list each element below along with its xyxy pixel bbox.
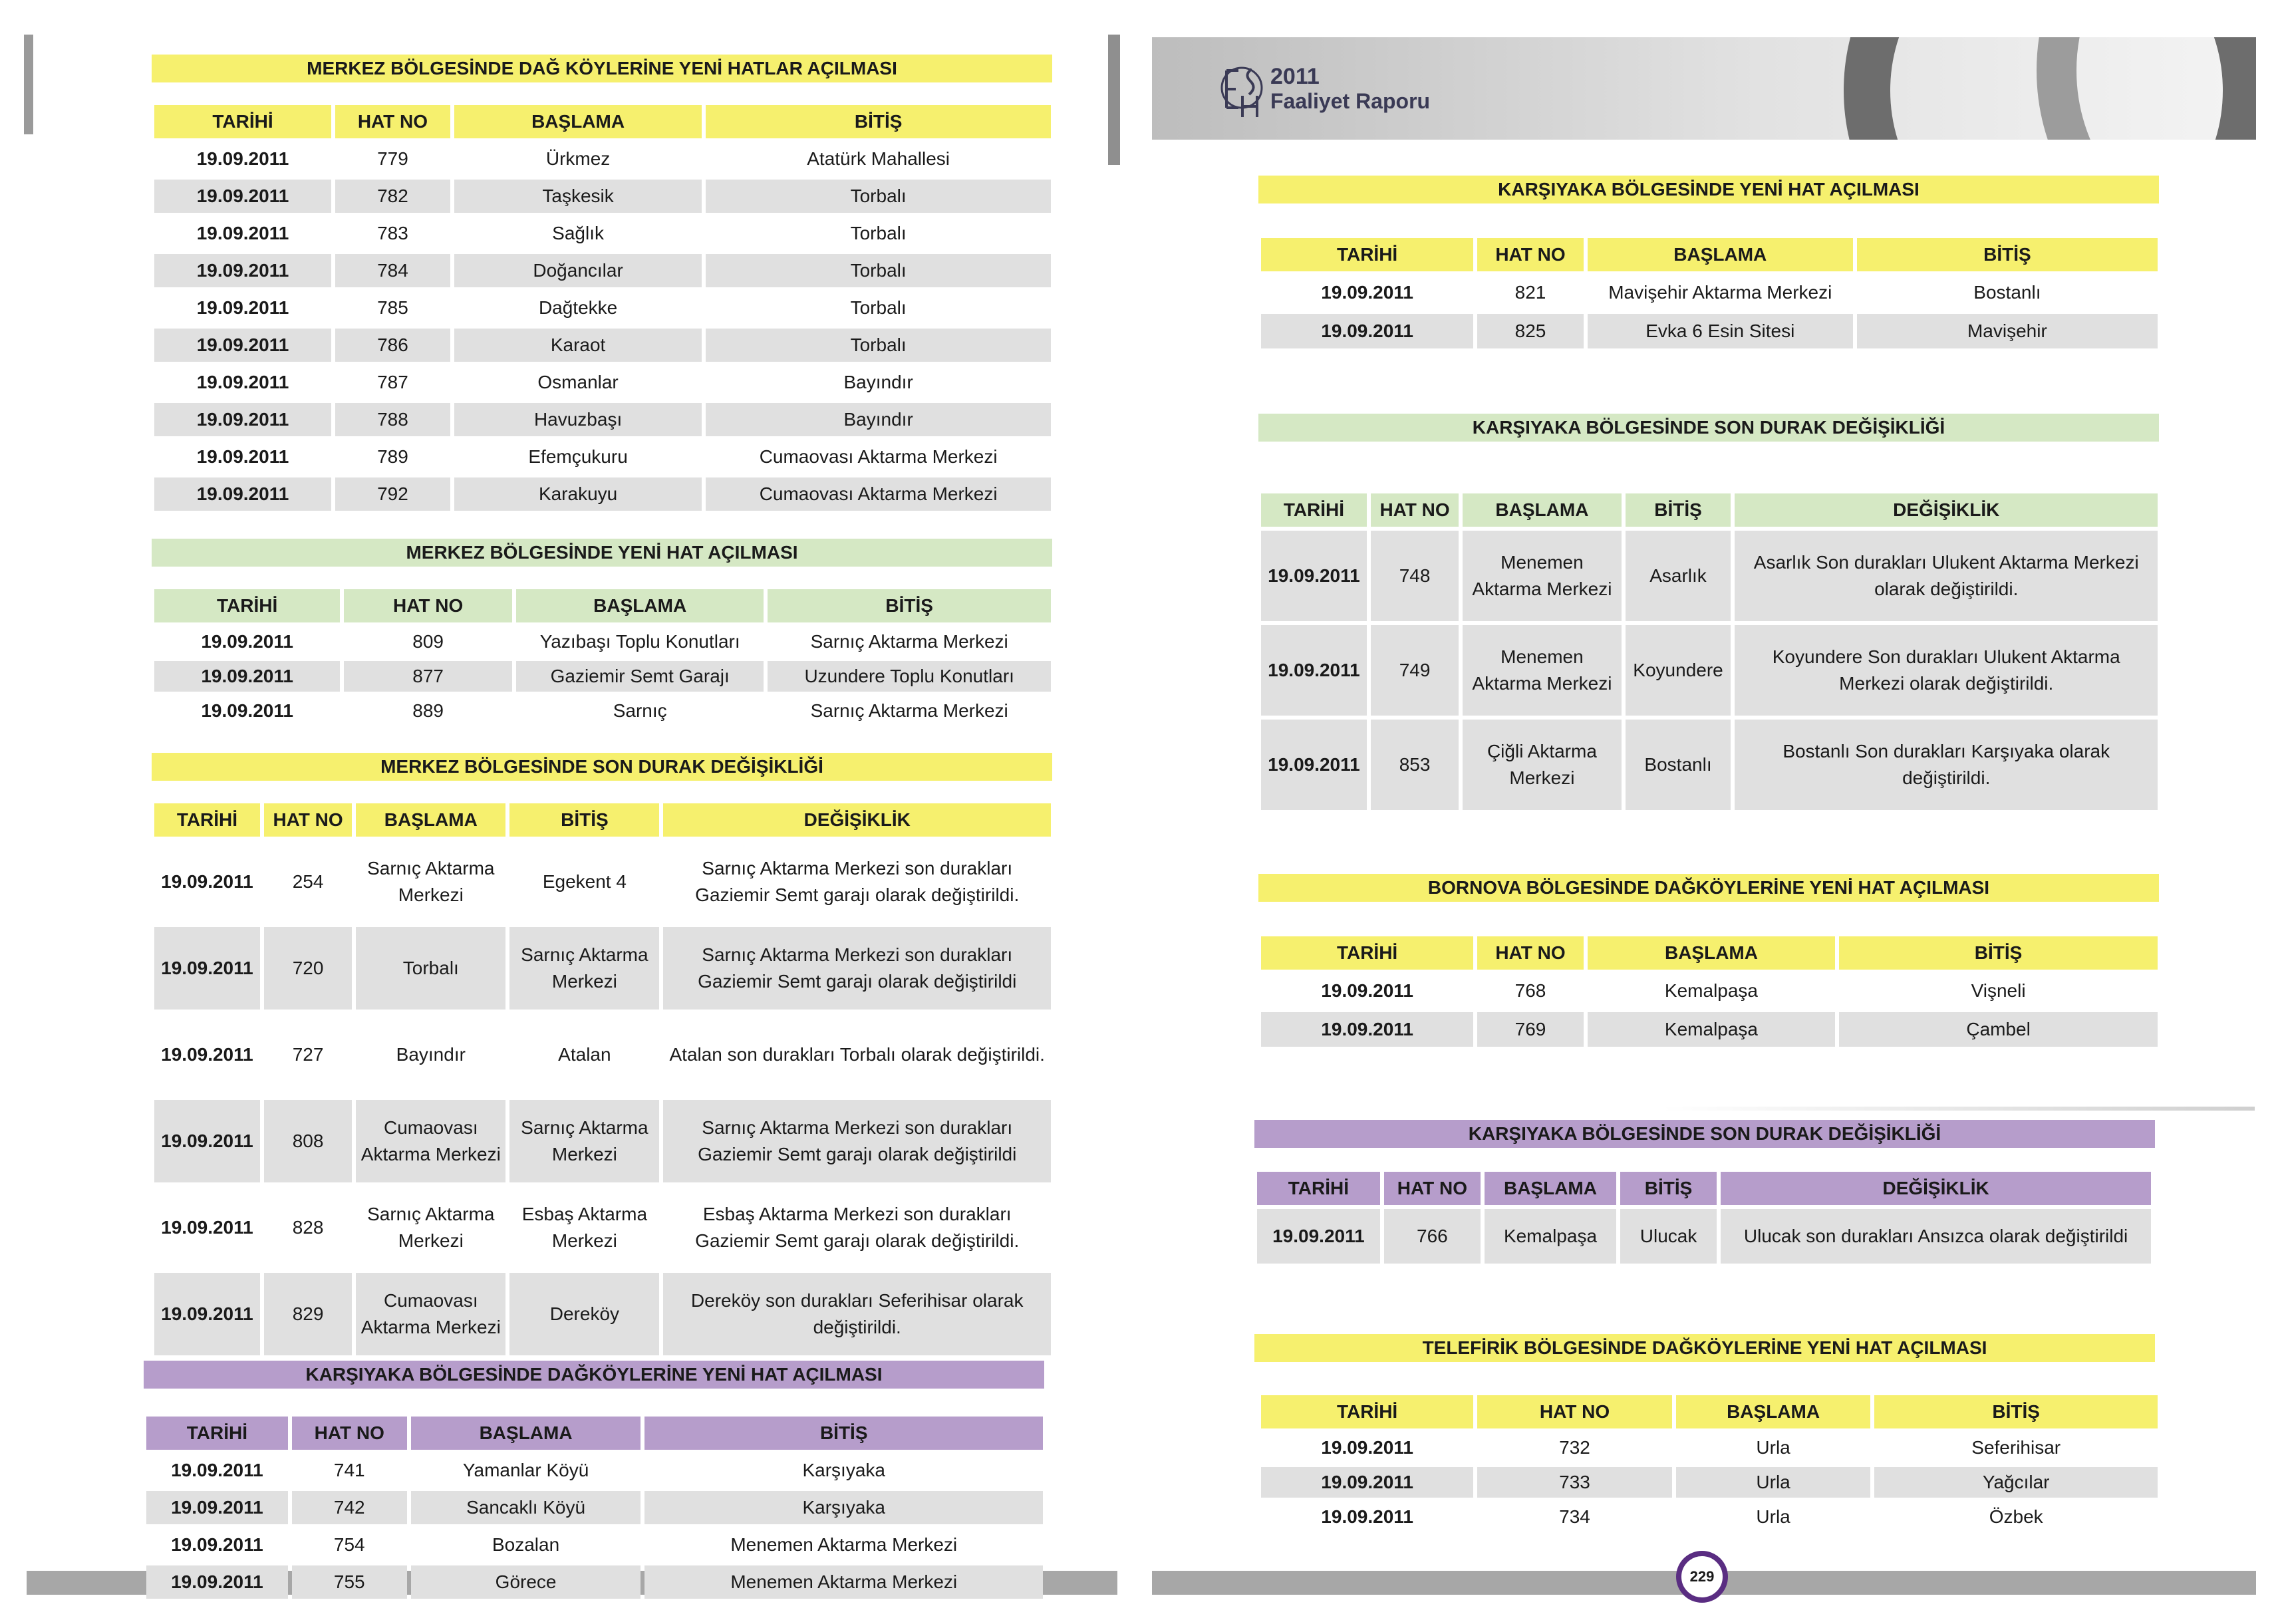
table-cell: Atalan son durakları Torbalı olarak değiştirildi.: [663, 1014, 1051, 1096]
table-row: [146, 1528, 1043, 1561]
column-header: TARİHİ: [154, 803, 260, 837]
table-cell: Sağlık: [454, 217, 702, 250]
table-row: [154, 1186, 1051, 1269]
left-page-edge-bar: [24, 35, 33, 134]
table-cell: 782: [335, 180, 450, 213]
column-header: BİTİŞ: [1874, 1395, 2158, 1428]
report-name: Faaliyet Raporu: [1270, 89, 1431, 113]
column-header: BAŞLAMA: [1485, 1172, 1616, 1205]
table-cell: 877: [344, 661, 512, 692]
table-cell: Karşıyaka: [644, 1454, 1043, 1487]
table-cell: Sarnıç Aktarma Merkezi son durakları Gaziemir Semt garajı olarak değiştirildi: [663, 927, 1051, 1010]
table-cell: Atatürk Mahallesi: [706, 142, 1051, 176]
table-cell: Sancaklı Köyü: [411, 1491, 641, 1524]
column-header: BİTİŞ: [1620, 1172, 1717, 1205]
table-cell: Bostanlı: [1857, 275, 2158, 310]
table-cell: 19.09.2011: [146, 1565, 288, 1599]
table-cell: 254: [264, 841, 352, 923]
table-cell: Menemen Aktarma Merkezi: [1463, 625, 1621, 716]
table-cell: Dağtekke: [454, 291, 702, 325]
table-cell: 19.09.2011: [146, 1491, 288, 1524]
merkez-yeni-table: [150, 585, 1055, 730]
table-cell: Vişneli: [1839, 974, 2158, 1008]
karsiyaka-yeni-table: [1257, 234, 2162, 352]
table-cell: Sarnıç Aktarma Merkezi: [356, 841, 505, 923]
column-header: HAT NO: [1477, 238, 1584, 271]
column-header: HAT NO: [344, 589, 512, 622]
table-cell: Cumaovası Aktarma Merkezi: [356, 1273, 505, 1355]
column-header: BAŞLAMA: [1588, 936, 1835, 970]
column-header: BAŞLAMA: [411, 1417, 641, 1450]
table-cell: Kemalpaşa: [1588, 974, 1835, 1008]
table-header-row: [146, 1417, 1043, 1450]
column-header: HAT NO: [1384, 1172, 1481, 1205]
column-header: HAT NO: [1371, 493, 1459, 527]
page-number: 229: [1676, 1551, 1728, 1603]
table-row: [154, 927, 1051, 1010]
section-title: MERKEZ BÖLGESİNDE DAĞ KÖYLERİNE YENİ HATLAR AÇILMASI: [152, 55, 1052, 82]
table-row: [154, 440, 1051, 474]
table-cell: 19.09.2011: [1261, 720, 1367, 810]
column-header: BAŞLAMA: [356, 803, 505, 837]
table-cell: Cumaovası Aktarma Merkezi: [706, 440, 1051, 474]
table-cell: Sarnıç Aktarma Merkezi: [768, 696, 1051, 726]
table-row: [1261, 1432, 2158, 1463]
table-cell: 19.09.2011: [154, 403, 331, 436]
section-title: MERKEZ BÖLGESİNDE YENİ HAT AÇILMASI: [152, 539, 1052, 567]
table-cell: Sarnıç Aktarma Merkezi: [768, 626, 1051, 657]
table-cell: Torbalı: [706, 329, 1051, 362]
table-cell: 785: [335, 291, 450, 325]
table-cell: Görece: [411, 1565, 641, 1599]
table-cell: Menemen Aktarma Merkezi: [644, 1528, 1043, 1561]
spine-bar: [1108, 35, 1120, 165]
table-cell: Karakuyu: [454, 477, 702, 511]
table-cell: Ulucak: [1620, 1209, 1717, 1264]
table-cell: Çiğli Aktarma Merkezi: [1463, 720, 1621, 810]
table-cell: Yazıbaşı Toplu Konutları: [516, 626, 764, 657]
table-cell: 19.09.2011: [154, 1014, 260, 1096]
table-cell: Torbalı: [706, 217, 1051, 250]
column-header: TARİHİ: [1257, 1172, 1380, 1205]
column-header: BİTİŞ: [768, 589, 1051, 622]
table-cell: 769: [1477, 1012, 1584, 1047]
table-cell: 825: [1477, 314, 1584, 348]
table-row: [154, 217, 1051, 250]
table-cell: 754: [292, 1528, 407, 1561]
table-cell: 766: [1384, 1209, 1481, 1264]
table-cell: 19.09.2011: [1261, 275, 1473, 310]
column-header: HAT NO: [1477, 936, 1584, 970]
table-cell: 748: [1371, 531, 1459, 621]
table-row: [154, 1273, 1051, 1355]
table-row: [154, 180, 1051, 213]
table-cell: Dereköy: [509, 1273, 659, 1355]
table-row: [1261, 720, 2158, 810]
section-title: MERKEZ BÖLGESİNDE SON DURAK DEĞİŞİKLİĞİ: [152, 753, 1052, 781]
table-cell: 19.09.2011: [154, 291, 331, 325]
table-cell: 789: [335, 440, 450, 474]
table-cell: Sarnıç Aktarma Merkezi son durakları Gaziemir Semt garajı olarak değiştirildi: [663, 1100, 1051, 1182]
table-row: [154, 1014, 1051, 1096]
table-cell: 19.09.2011: [1261, 1502, 1473, 1532]
table-cell: Torbalı: [706, 254, 1051, 287]
section-title: TELEFİRİK BÖLGESİNDE DAĞKÖYLERİNE YENİ HAT AÇILMASI: [1254, 1334, 2155, 1362]
table-cell: 19.09.2011: [154, 477, 331, 511]
table-cell: Taşkesik: [454, 180, 702, 213]
table-row: [154, 366, 1051, 399]
table-row: [154, 254, 1051, 287]
table-row: [1261, 314, 2158, 348]
table-row: [1261, 974, 2158, 1008]
table-row: [146, 1565, 1043, 1599]
table-row: [146, 1491, 1043, 1524]
column-header: TARİHİ: [1261, 936, 1473, 970]
table-row: [154, 696, 1051, 726]
table-header-row: [1261, 493, 2158, 527]
table-header-row: [154, 803, 1051, 837]
table-cell: Cumaovası Aktarma Merkezi: [706, 477, 1051, 511]
table-cell: 19.09.2011: [154, 366, 331, 399]
table-cell: 829: [264, 1273, 352, 1355]
table-cell: 853: [1371, 720, 1459, 810]
table-cell: 783: [335, 217, 450, 250]
table-cell: 742: [292, 1491, 407, 1524]
report-title: [1270, 64, 1430, 113]
table-header-row: [1261, 238, 2158, 271]
table-cell: Bayındır: [706, 403, 1051, 436]
column-header: BİTİŞ: [509, 803, 659, 837]
column-header: TARİHİ: [154, 589, 340, 622]
column-header: BİTİŞ: [1839, 936, 2158, 970]
table-cell: 19.09.2011: [154, 180, 331, 213]
table-cell: 19.09.2011: [154, 1100, 260, 1182]
column-header: DEĞİŞİKLİK: [1721, 1172, 2151, 1205]
table-cell: 733: [1477, 1467, 1672, 1498]
column-header: BİTİŞ: [644, 1417, 1043, 1450]
table-cell: 19.09.2011: [154, 440, 331, 474]
table-cell: 786: [335, 329, 450, 362]
column-header: HAT NO: [1477, 1395, 1672, 1428]
table-header-row: [1261, 936, 2158, 970]
column-header: BAŞLAMA: [1463, 493, 1621, 527]
table-cell: Çambel: [1839, 1012, 2158, 1047]
table-row: [1257, 1209, 2151, 1264]
table-cell: 19.09.2011: [154, 841, 260, 923]
table-row: [154, 477, 1051, 511]
merkez-dag-table: [150, 101, 1055, 515]
table-cell: 727: [264, 1014, 352, 1096]
table-cell: Urla: [1676, 1502, 1871, 1532]
column-header: HAT NO: [292, 1417, 407, 1450]
section-title: KARŞIYAKA BÖLGESİNDE SON DURAK DEĞİŞİKLİĞİ: [1254, 1120, 2155, 1148]
karsiyaka-dag-table: [142, 1413, 1047, 1603]
table-cell: Sarnıç: [516, 696, 764, 726]
section-title: BORNOVA BÖLGESİNDE DAĞKÖYLERİNE YENİ HAT AÇILMASI: [1258, 874, 2159, 902]
table-cell: Koyundere Son durakları Ulukent Aktarma Merkezi olarak değiştirildi.: [1735, 625, 2158, 716]
table-row: [154, 329, 1051, 362]
column-header: TARİHİ: [1261, 238, 1473, 271]
section-title: KARŞIYAKA BÖLGESİNDE SON DURAK DEĞİŞİKLİĞİ: [1258, 414, 2159, 442]
table-cell: 755: [292, 1565, 407, 1599]
table-cell: 828: [264, 1186, 352, 1269]
table-cell: Karaot: [454, 329, 702, 362]
column-header: DEĞİŞİKLİK: [663, 803, 1051, 837]
column-header: BAŞLAMA: [454, 105, 702, 138]
eshot-logo-icon: [1218, 61, 1265, 120]
column-header: TARİHİ: [146, 1417, 288, 1450]
table-cell: Cumaovası Aktarma Merkezi: [356, 1100, 505, 1182]
table-cell: 741: [292, 1454, 407, 1487]
table-header-row: [1257, 1172, 2151, 1205]
table-cell: 787: [335, 366, 450, 399]
decorative-arc: [2037, 37, 2256, 140]
karsiyaka-son-table: [1257, 489, 2162, 814]
table-cell: 734: [1477, 1502, 1672, 1532]
column-header: TARİHİ: [154, 105, 331, 138]
table-cell: 808: [264, 1100, 352, 1182]
table-cell: 19.09.2011: [154, 927, 260, 1010]
table-cell: Torbalı: [706, 180, 1051, 213]
table-cell: Uzundere Toplu Konutları: [768, 661, 1051, 692]
table-cell: 784: [335, 254, 450, 287]
table-cell: 19.09.2011: [1261, 531, 1367, 621]
table-cell: Sarnıç Aktarma Merkezi: [509, 927, 659, 1010]
table-cell: 19.09.2011: [1261, 625, 1367, 716]
table-cell: Seferihisar: [1874, 1432, 2158, 1463]
table-cell: Sarnıç Aktarma Merkezi: [509, 1100, 659, 1182]
table-cell: 821: [1477, 275, 1584, 310]
table-cell: Esbaş Aktarma Merkezi: [509, 1186, 659, 1269]
table-cell: Karşıyaka: [644, 1491, 1043, 1524]
table-cell: Bostanlı: [1626, 720, 1731, 810]
table-cell: Bostanlı Son durakları Karşıyaka olarak değiştirildi.: [1735, 720, 2158, 810]
table-cell: Asarlık Son durakları Ulukent Aktarma Merkezi olarak değiştirildi.: [1735, 531, 2158, 621]
table-cell: 19.09.2011: [1257, 1209, 1380, 1264]
column-header: BİTİŞ: [706, 105, 1051, 138]
table-cell: Sarnıç Aktarma Merkezi: [356, 1186, 505, 1269]
table-cell: Doğancılar: [454, 254, 702, 287]
table-cell: Kemalpaşa: [1588, 1012, 1835, 1047]
table-row: [1261, 625, 2158, 716]
table-row: [154, 291, 1051, 325]
report-year: 2011: [1270, 64, 1320, 89]
bornova-dag-table: [1257, 932, 2162, 1051]
table-cell: Torbalı: [356, 927, 505, 1010]
merkez-son-table: [150, 799, 1055, 1359]
column-header: HAT NO: [335, 105, 450, 138]
table-cell: Asarlık: [1626, 531, 1731, 621]
table-cell: Yağcılar: [1874, 1467, 2158, 1498]
table-row: [154, 403, 1051, 436]
table-cell: Mavişehir Aktarma Merkezi: [1588, 275, 1853, 310]
table-cell: Sarnıç Aktarma Merkezi son durakları Gaziemir Semt garajı olarak değiştirildi.: [663, 841, 1051, 923]
table-cell: Bayındır: [356, 1014, 505, 1096]
table-cell: 19.09.2011: [154, 254, 331, 287]
table-cell: 732: [1477, 1432, 1672, 1463]
table-cell: Menemen Aktarma Merkezi: [644, 1565, 1043, 1599]
column-header: BAŞLAMA: [1676, 1395, 1871, 1428]
table-cell: Yamanlar Köyü: [411, 1454, 641, 1487]
table-row: [1261, 275, 2158, 310]
table-cell: 792: [335, 477, 450, 511]
table-cell: 19.09.2011: [146, 1454, 288, 1487]
table-row: [1261, 531, 2158, 621]
table-cell: 19.09.2011: [1261, 1012, 1473, 1047]
table-header-row: [154, 589, 1051, 622]
table-row: [146, 1454, 1043, 1487]
table-cell: Mavişehir: [1857, 314, 2158, 348]
table-cell: Bayındır: [706, 366, 1051, 399]
table-cell: 889: [344, 696, 512, 726]
table-cell: Koyundere: [1626, 625, 1731, 716]
table-cell: Osmanlar: [454, 366, 702, 399]
table-cell: Özbek: [1874, 1502, 2158, 1532]
table-cell: Urla: [1676, 1432, 1871, 1463]
table-cell: Efemçukuru: [454, 440, 702, 474]
table-cell: 809: [344, 626, 512, 657]
column-header: BİTİŞ: [1626, 493, 1731, 527]
table-cell: 19.09.2011: [154, 661, 340, 692]
table-row: [154, 841, 1051, 923]
table-cell: 19.09.2011: [146, 1528, 288, 1561]
table-cell: 19.09.2011: [1261, 314, 1473, 348]
table-row: [1261, 1502, 2158, 1532]
table-cell: 19.09.2011: [1261, 1432, 1473, 1463]
table-cell: Esbaş Aktarma Merkezi son durakları Gaziemir Semt garajı olarak değiştirildi.: [663, 1186, 1051, 1269]
table-cell: Bozalan: [411, 1528, 641, 1561]
section-title: KARŞIYAKA BÖLGESİNDE DAĞKÖYLERİNE YENİ HAT AÇILMASI: [144, 1361, 1044, 1389]
table-cell: 19.09.2011: [154, 217, 331, 250]
table-cell: Egekent 4: [509, 841, 659, 923]
table-cell: 720: [264, 927, 352, 1010]
table-cell: Atalan: [509, 1014, 659, 1096]
table-row: [154, 626, 1051, 657]
table-cell: Ürkmez: [454, 142, 702, 176]
table-cell: 19.09.2011: [154, 1273, 260, 1355]
table-cell: 779: [335, 142, 450, 176]
table-cell: Torbalı: [706, 291, 1051, 325]
table-row: [1261, 1012, 2158, 1047]
table-cell: Urla: [1676, 1467, 1871, 1498]
table-cell: Gaziemir Semt Garajı: [516, 661, 764, 692]
table-cell: Havuzbaşı: [454, 403, 702, 436]
table-cell: 788: [335, 403, 450, 436]
table-header-row: [1261, 1395, 2158, 1428]
table-cell: Kemalpaşa: [1485, 1209, 1616, 1264]
column-header: DEĞİŞİKLİK: [1735, 493, 2158, 527]
table-cell: 19.09.2011: [154, 626, 340, 657]
table-cell: Menemen Aktarma Merkezi: [1463, 531, 1621, 621]
table-cell: 19.09.2011: [154, 142, 331, 176]
section-title: KARŞIYAKA BÖLGESİNDE YENİ HAT AÇILMASI: [1258, 176, 2159, 203]
table-cell: 768: [1477, 974, 1584, 1008]
table-cell: 19.09.2011: [154, 1186, 260, 1269]
table-cell: Dereköy son durakları Seferihisar olarak değiştirildi.: [663, 1273, 1051, 1355]
table-cell: 19.09.2011: [154, 329, 331, 362]
column-header: BİTİŞ: [1857, 238, 2158, 271]
karsiyaka-son2-table: [1253, 1168, 2155, 1268]
table-cell: Evka 6 Esin Sitesi: [1588, 314, 1853, 348]
table-header-row: [154, 105, 1051, 138]
table-cell: Ulucak son durakları Ansızca olarak değiştirildi: [1721, 1209, 2151, 1264]
table-row: [154, 661, 1051, 692]
table-cell: 19.09.2011: [154, 696, 340, 726]
table-row: [154, 142, 1051, 176]
section-divider: [1663, 1107, 2255, 1111]
column-header: TARİHİ: [1261, 1395, 1473, 1428]
table-cell: 19.09.2011: [1261, 974, 1473, 1008]
column-header: BAŞLAMA: [1588, 238, 1853, 271]
column-header: BAŞLAMA: [516, 589, 764, 622]
table-row: [154, 1100, 1051, 1182]
table-cell: 19.09.2011: [1261, 1467, 1473, 1498]
column-header: TARİHİ: [1261, 493, 1367, 527]
column-header: HAT NO: [264, 803, 352, 837]
telefirik-dag-table: [1257, 1391, 2162, 1536]
table-row: [1261, 1467, 2158, 1498]
table-cell: 749: [1371, 625, 1459, 716]
